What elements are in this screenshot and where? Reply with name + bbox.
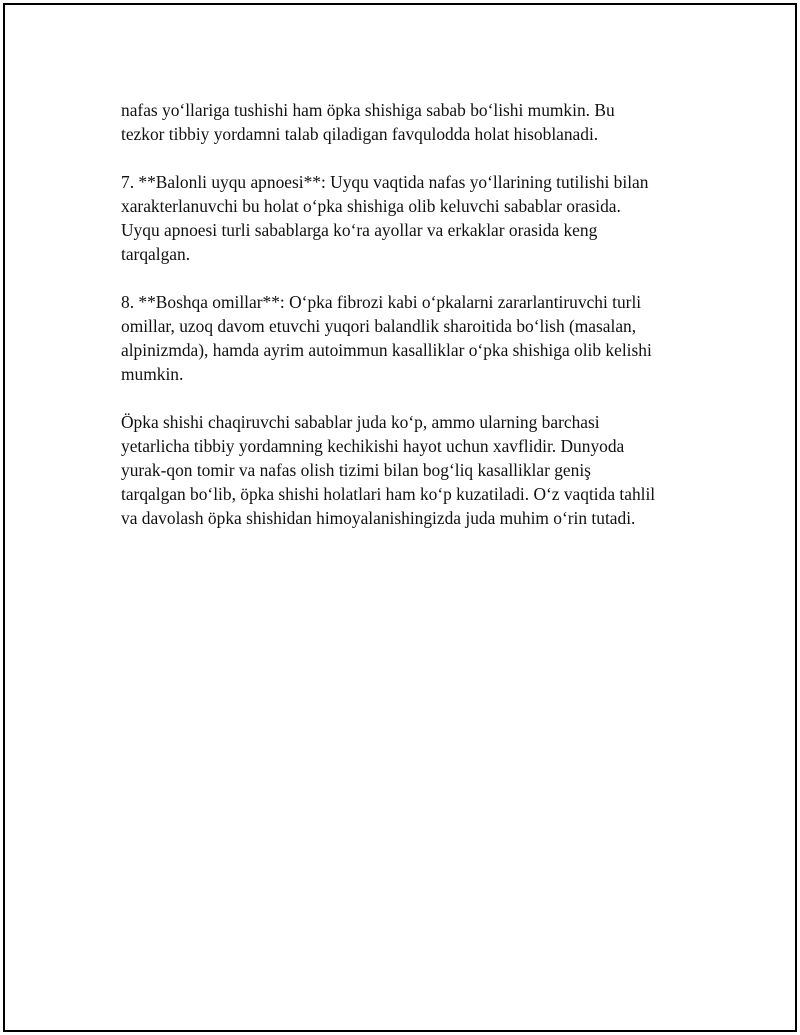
text-line: nafas yo‘llariga tushishi ham öpka shishiga sabab bo‘lishi mumkin. Bu [121,100,615,120]
paragraph-item-7 [121,170,721,266]
document-page [3,3,797,1032]
page-body [121,98,721,554]
text-line: tarqalgan. [121,244,191,264]
text-line: 7. **Balonli uyqu apnoesi**: Uyqu vaqtida nafas yo‘llarining tutilishi bilan [121,172,649,192]
paragraph-conclusion [121,410,721,530]
paragraph-item-8 [121,290,721,386]
text-line: yetarlicha tibbiy yordamning kechikishi hayot uchun xavflidir. Dunyoda [121,436,625,456]
text-line: xarakterlanuvchi bu holat o‘pka shishiga olib keluvchi sabablar orasida. [121,196,621,216]
text-line: tarqalgan bo‘lib, öpka shishi holatlari ham ko‘p kuzatiladi. O‘z vaqtida tahlil [121,484,656,504]
text-line: omillar, uzoq davom etuvchi yuqori balandlik sharoitida bo‘lish (masalan, [121,316,637,336]
text-line: yurak-qon tomir va nafas olish tizimi bilan bog‘liq kasalliklar geniş [121,460,591,480]
text-line: tezkor tibbiy yordamni talab qiladigan favqulodda holat hisoblanadi. [121,124,599,144]
text-line: va davolash öpka shishidan himoyalanishingizda juda muhim o‘rin tutadi. [121,508,636,528]
text-line: 8. **Boshqa omillar**: O‘pka fibrozi kabi o‘pkalarni zararlantiruvchi turli [121,292,642,312]
text-line: alpinizmda), hamda ayrim autoimmun kasalliklar o‘pka shishiga olib kelishi [121,340,652,360]
text-line: Uyqu apnoesi turli sabablarga ko‘ra ayollar va erkaklar orasida keng [121,220,598,240]
text-line: Öpka shishi chaqiruvchi sabablar juda ko‘p, ammo ularning barchasi [121,412,600,432]
paragraph-continuation [121,98,721,146]
text-line: mumkin. [121,364,184,384]
